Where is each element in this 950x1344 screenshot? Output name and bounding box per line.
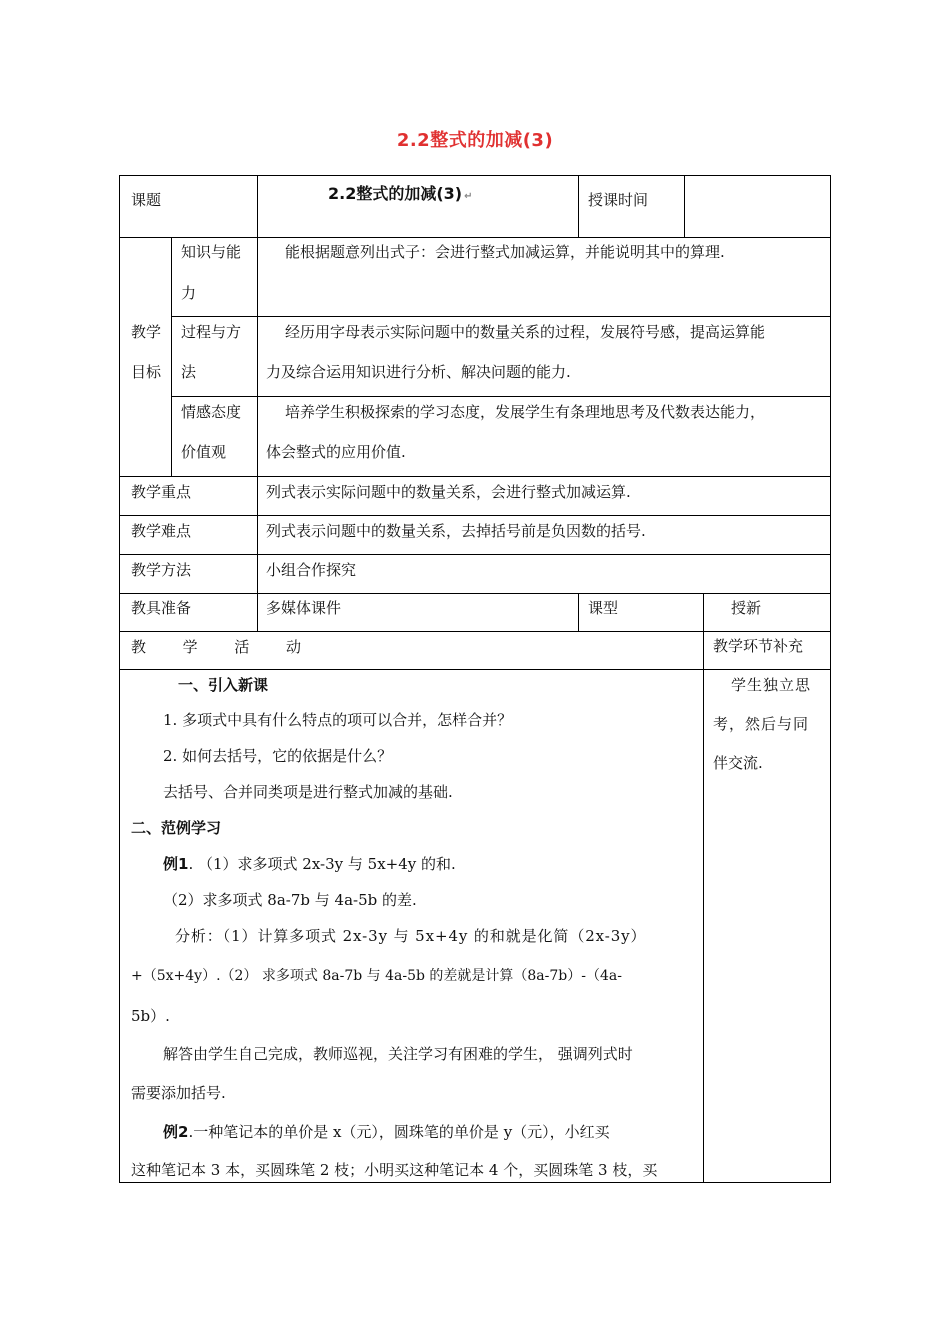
activity-char: 动 <box>285 638 301 656</box>
process-label-line1: 过程与方 <box>181 323 242 341</box>
lesson-type-label: 课型 <box>588 599 619 617</box>
question-1: 1. 多项式中具有什么特点的项可以合并，怎样合并？ <box>163 711 513 729</box>
document-title: 2.2整式的加减(3) <box>396 130 554 151</box>
attitude-content-line2: 体会整式的应用价值. <box>266 443 406 461</box>
knowledge-label-line1: 知识与能 <box>181 243 242 261</box>
example-1-part2: （2）求多项式 8a-7b 与 4a-5b 的差. <box>163 891 417 909</box>
activity-char: 学 <box>182 638 198 656</box>
solution-line1: 解答由学生自己完成，教师巡视，关注学习有困难的学生， 强调列式时 <box>163 1045 633 1063</box>
attitude-content-line1: 培养学生积极探索的学习态度，发展学生有条理地思考及代数表达能力， <box>285 403 766 421</box>
knowledge-content: 能根据题意列出式子：会进行整式加减运算，并能说明其中的算理. <box>285 243 725 261</box>
lesson-type-value: 授新 <box>731 599 762 617</box>
example-2-text: .一种笔记本的单价是 x（元），圆珠笔的单价是 y（元），小红买 <box>188 1123 610 1141</box>
activity-char: 活 <box>234 638 250 656</box>
analysis-line2: +（5x+4y）.（2） 求多项式 8a-7b 与 4a-5b 的差就是计算（8a-7b）-（4a- <box>131 968 622 984</box>
process-label-line2: 法 <box>181 363 197 381</box>
topic-value <box>328 184 473 207</box>
difficulties-value: 列式表示问题中的数量关系，去掉括号前是负因数的括号. <box>266 522 646 540</box>
section2-title: 二、范例学习 <box>131 819 222 837</box>
tools-value: 多媒体课件 <box>266 599 342 617</box>
objectives-label-line1: 教学 <box>131 323 162 341</box>
example-1-part1: . （1）求多项式 2x-3y 与 5x+4y 的和. <box>188 855 456 873</box>
supplement-line3: 伴交流. <box>713 754 763 772</box>
question-2: 2. 如何去括号，它的依据是什么？ <box>163 747 393 765</box>
supplement-line2: 考，然后与同 <box>713 715 810 733</box>
attitude-label-line2: 价值观 <box>181 443 227 461</box>
supplement-header: 教学环节补充 <box>713 637 804 655</box>
tools-label: 教具准备 <box>131 599 192 617</box>
section1-title: 一、引入新课 <box>178 676 269 694</box>
process-content-line2: 力及综合运用知识进行分析、解决问题的能力. <box>266 363 571 381</box>
example-1-label: 例1 <box>163 855 189 873</box>
time-label: 授课时间 <box>588 191 649 209</box>
basis-text: 去括号、合并同类项是进行整式加减的基础. <box>163 783 453 801</box>
example-1 <box>163 854 456 874</box>
key-points-value: 列式表示实际问题中的数量关系，会进行整式加减运算. <box>266 483 631 501</box>
analysis-line1: 分析：（1）计算多项式 2x-3y 与 5x+4y 的和就是化简（2x-3y） <box>175 927 647 945</box>
method-label: 教学方法 <box>131 561 192 579</box>
example-2-line2: 这种笔记本 3 本，买圆珠笔 2 枝；小明买这种笔记本 4 个，买圆珠笔 3 枝，买 <box>131 1161 658 1179</box>
knowledge-label-line2: 力 <box>181 284 197 302</box>
key-points-label: 教学重点 <box>131 483 192 501</box>
attitude-label-line1: 情感态度 <box>181 403 242 421</box>
paragraph-mark-icon: ↵ <box>464 191 473 202</box>
objectives-label-line2: 目标 <box>131 363 162 381</box>
example-2-line1 <box>163 1122 610 1142</box>
method-value: 小组合作探究 <box>266 561 357 579</box>
solution-line2: 需要添加括号. <box>131 1084 226 1102</box>
activity-char: 教 <box>131 638 147 656</box>
supplement-line1: 学生独立思 <box>731 676 812 694</box>
topic-label: 课题 <box>131 191 162 209</box>
process-content-line1: 经历用字母表示实际问题中的数量关系的过程，发展符号感，提高运算能 <box>285 323 766 341</box>
activity-header <box>131 636 301 657</box>
example-2-label: 例2 <box>163 1123 189 1141</box>
difficulties-label: 教学难点 <box>131 522 192 540</box>
analysis-line3: 5b）. <box>131 1007 170 1025</box>
topic-value-text: 2.2整式的加减(3) <box>328 184 463 203</box>
